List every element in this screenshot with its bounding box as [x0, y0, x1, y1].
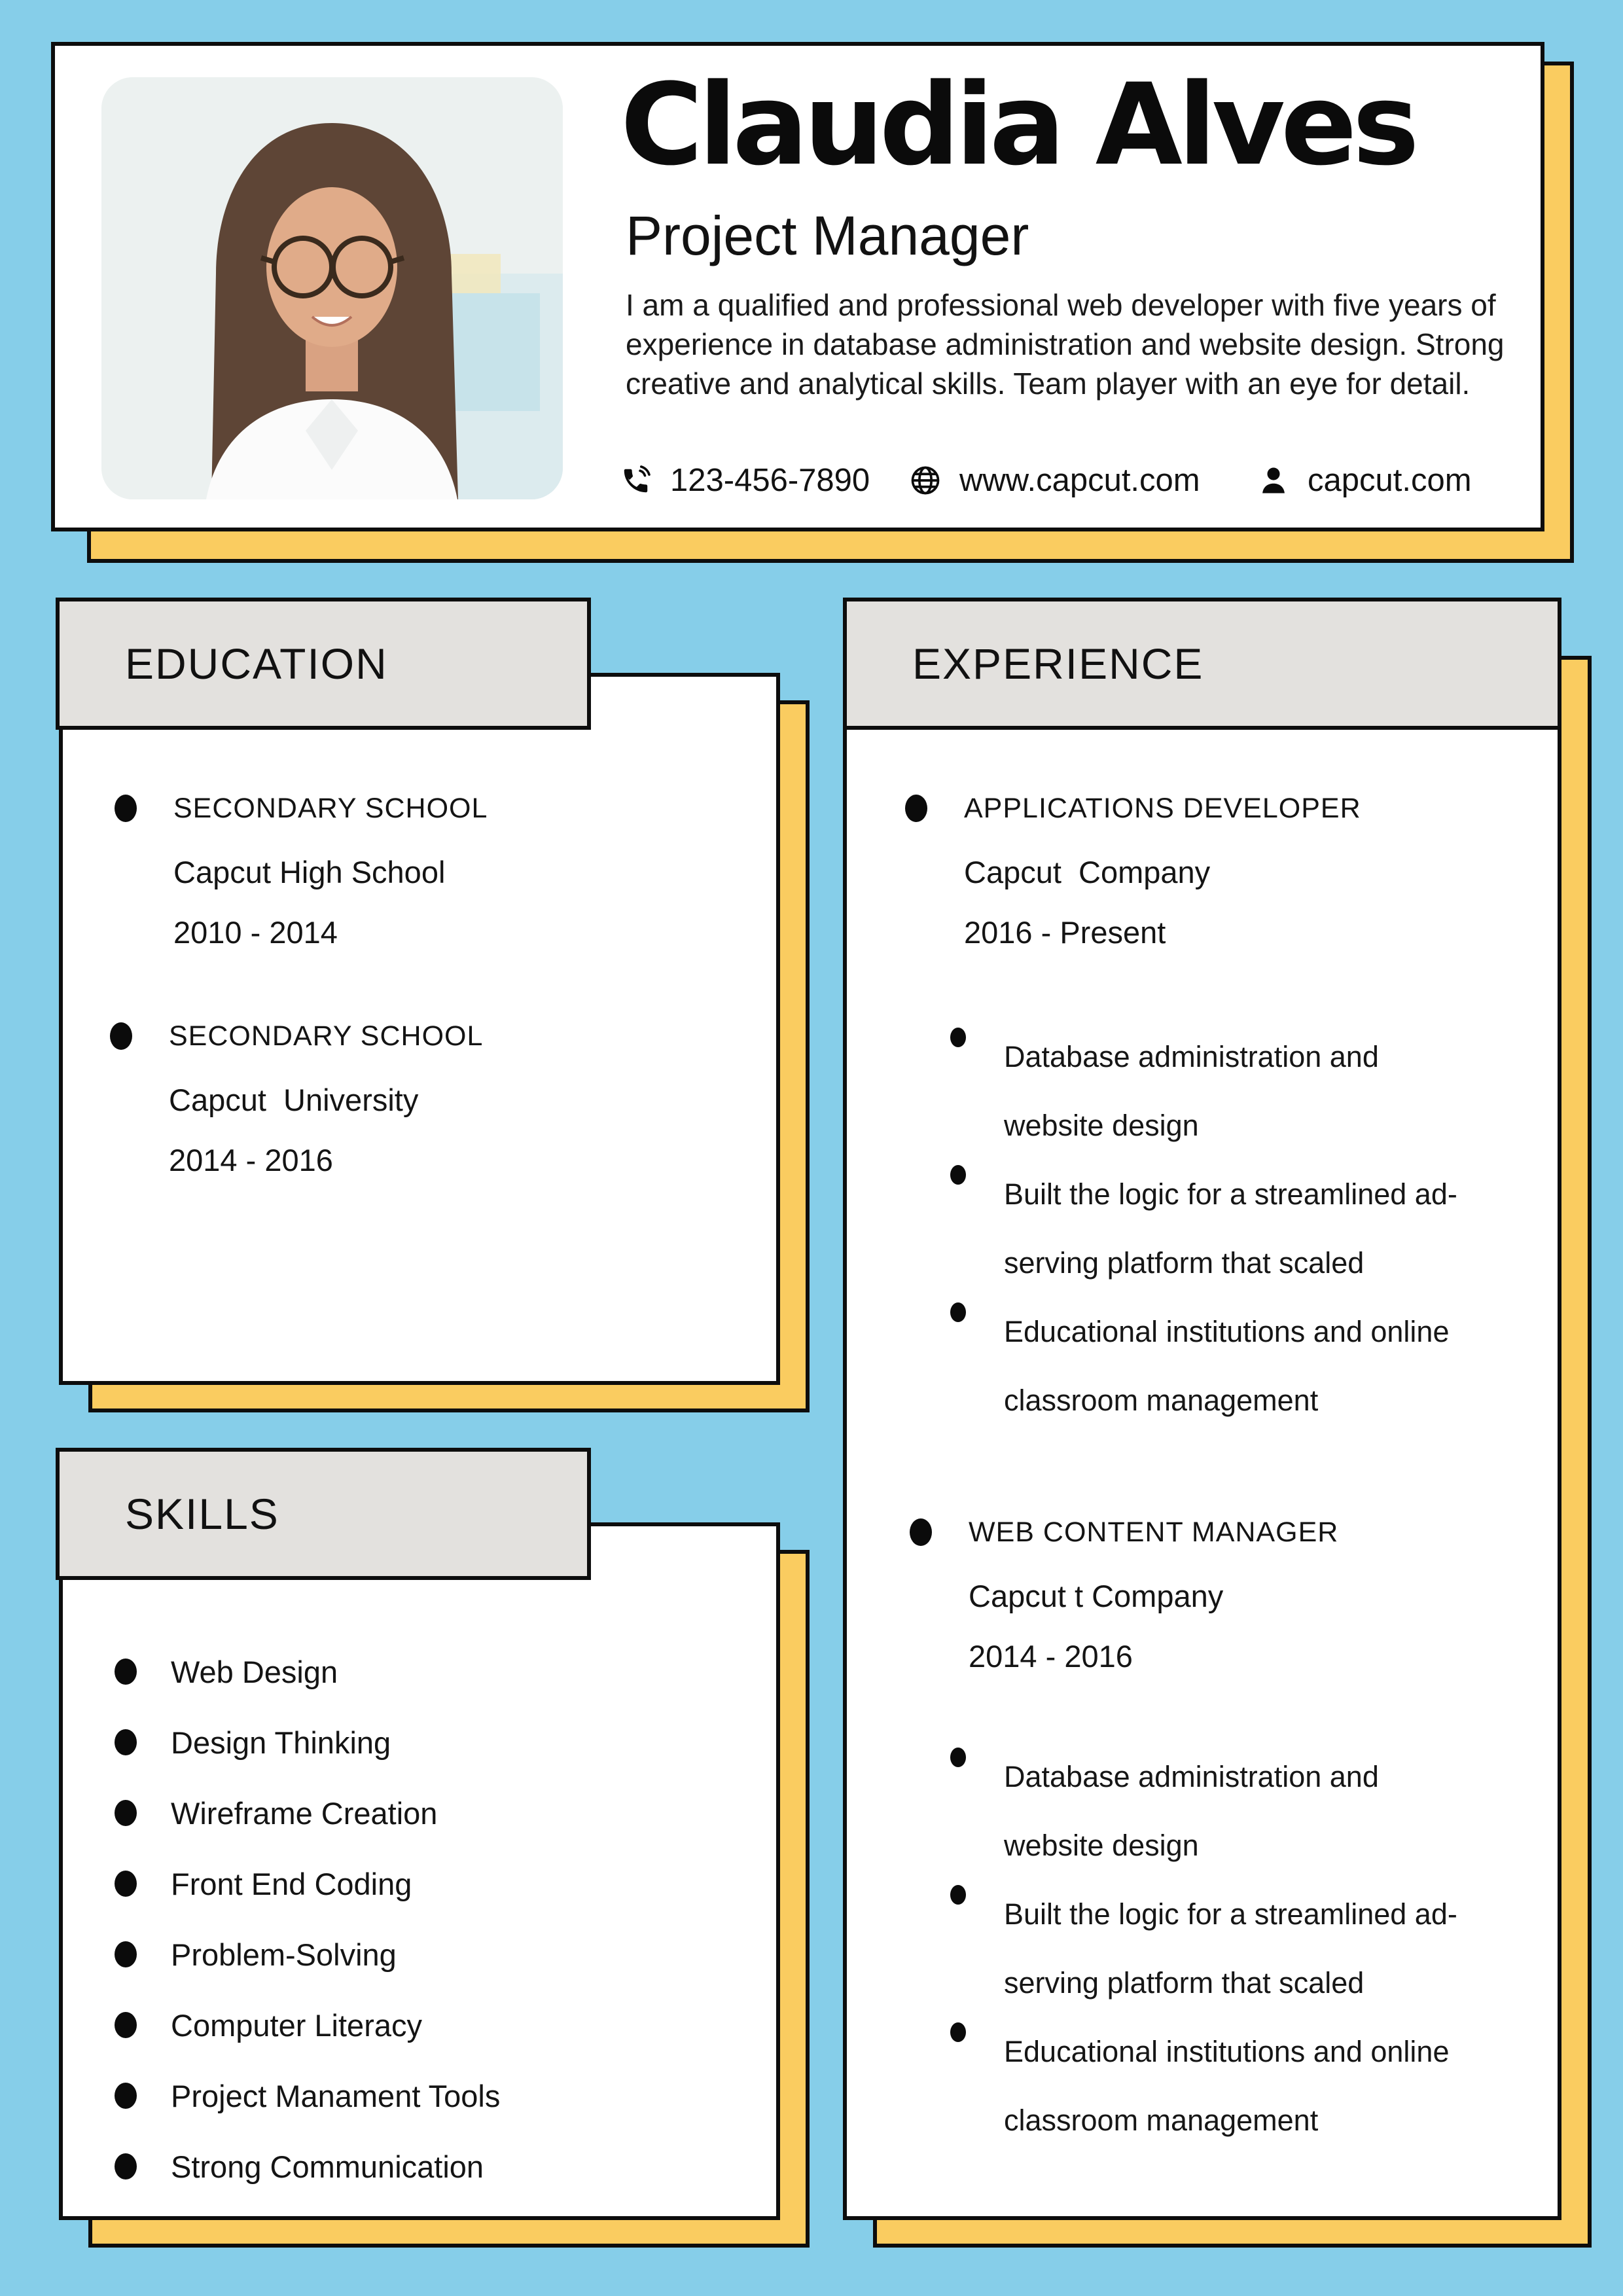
job-bullet-line: classroom management	[1004, 2104, 1319, 2137]
person-icon	[1257, 463, 1291, 497]
experience-entry	[905, 793, 1361, 949]
skill-label: Problem-Solving	[171, 1937, 397, 1972]
skill-item	[115, 2131, 704, 2202]
experience-section-header	[843, 598, 1561, 730]
skill-label: Wireframe Creation	[171, 1795, 438, 1831]
experience-heading: EXPERIENCE	[912, 639, 1204, 688]
skills-section-header	[56, 1448, 591, 1580]
job-bullet	[950, 1022, 1457, 1160]
skill-label: Project Manament Tools	[171, 2078, 501, 2113]
skill-item	[115, 1636, 704, 1707]
job-dates: 2016 - Present	[964, 915, 1166, 950]
contact-website	[908, 459, 1200, 501]
education-school: Capcut High School	[173, 855, 446, 889]
bullet-dot	[115, 1941, 137, 1967]
education-dates: 2014 - 2016	[169, 1143, 333, 1177]
skill-item	[115, 1848, 704, 1919]
person-job-title: Project Manager	[626, 205, 1029, 266]
job-bullet-line: website design	[1004, 1829, 1199, 1862]
job-bullet-line: Database administration and	[1004, 1760, 1379, 1793]
contact-profile	[1257, 459, 1472, 501]
bullet-dot	[110, 1022, 132, 1050]
job-bullet-line: Educational institutions and online	[1004, 1315, 1450, 1348]
job-company: Capcut Company	[964, 855, 1211, 889]
skill-label: Front End Coding	[171, 1866, 412, 1901]
job-bullet	[950, 1160, 1457, 1297]
skill-item	[115, 2060, 704, 2131]
job-bullet-line: serving platform that scaled	[1004, 1246, 1364, 1280]
education-heading: EDUCATION	[125, 639, 388, 688]
phone-icon	[619, 463, 653, 497]
job-dates: 2014 - 2016	[969, 1639, 1133, 1674]
bullet-dot	[115, 1871, 137, 1897]
education-entry	[110, 1021, 483, 1177]
job-bullet-line: serving platform that scaled	[1004, 1966, 1364, 2000]
education-school: Capcut University	[169, 1083, 419, 1117]
bullet-dot	[115, 1659, 137, 1685]
person-name: Claudia Alves	[620, 59, 1415, 190]
profile-photo	[101, 77, 563, 499]
skill-label: Design Thinking	[171, 1725, 391, 1760]
bullet-dot	[905, 795, 927, 822]
skill-label: Computer Literacy	[171, 2007, 422, 2043]
education-section-header	[56, 598, 591, 730]
job-title: APPLICATIONS DEVELOPER	[964, 793, 1361, 824]
bullet-dot	[950, 1028, 966, 1047]
job-bullet-list	[950, 1022, 1457, 1435]
job-company: Capcut t Company	[969, 1579, 1224, 1613]
job-bullet	[950, 1880, 1457, 2017]
job-bullet-line: Built the logic for a streamlined ad-	[1004, 1177, 1457, 1211]
skill-item	[115, 1778, 704, 1848]
skills-list	[115, 1636, 704, 2202]
bullet-dot	[910, 1518, 932, 1546]
bullet-dot	[115, 2153, 137, 2179]
bullet-dot	[115, 795, 137, 822]
experience-entry	[910, 1517, 1338, 1673]
phone-number: 123-456-7890	[670, 463, 870, 498]
skill-item	[115, 1919, 704, 1990]
job-bullet-line: Database administration and	[1004, 1040, 1379, 1073]
profile-handle: capcut.com	[1308, 463, 1472, 498]
job-bullet-line: Educational institutions and online	[1004, 2035, 1450, 2068]
education-degree: SECONDARY SCHOOL	[169, 1020, 484, 1052]
job-bullet-line: Built the logic for a streamlined ad-	[1004, 1897, 1457, 1931]
bullet-dot	[950, 1885, 966, 1905]
bullet-dot	[115, 2012, 137, 2038]
bullet-dot	[115, 2083, 137, 2109]
job-bullet	[950, 1742, 1457, 1880]
bullet-dot	[115, 1729, 137, 1755]
skill-item	[115, 1707, 704, 1778]
job-bullet-line: website design	[1004, 1109, 1199, 1142]
profile-photo-illustration	[101, 77, 563, 499]
globe-icon	[908, 463, 942, 497]
bullet-dot	[950, 1748, 966, 1767]
job-bullet	[950, 1297, 1457, 1435]
job-title: WEB CONTENT MANAGER	[969, 1516, 1339, 1548]
skill-label: Strong Communication	[171, 2149, 484, 2184]
bullet-dot	[115, 1800, 137, 1826]
education-degree: SECONDARY SCHOOL	[173, 793, 488, 824]
job-bullet	[950, 2017, 1457, 2155]
bullet-dot	[950, 1302, 966, 1322]
skills-heading: SKILLS	[125, 1490, 279, 1538]
job-bullet-line: classroom management	[1004, 1384, 1319, 1417]
bullet-dot	[950, 2022, 966, 2042]
skill-item	[115, 1990, 704, 2060]
contact-phone	[619, 459, 870, 501]
bullet-dot	[950, 1165, 966, 1185]
education-entry	[115, 793, 488, 949]
job-bullet-list	[950, 1742, 1457, 2155]
education-dates: 2010 - 2014	[173, 915, 338, 950]
skill-label: Web Design	[171, 1654, 338, 1689]
website-url: www.capcut.com	[959, 463, 1200, 498]
profile-summary: I am a qualified and professional web developer with five years of experience in database administration and website design. Strong creative and analytical skills. Team player with an eye for detail.	[626, 288, 1505, 401]
